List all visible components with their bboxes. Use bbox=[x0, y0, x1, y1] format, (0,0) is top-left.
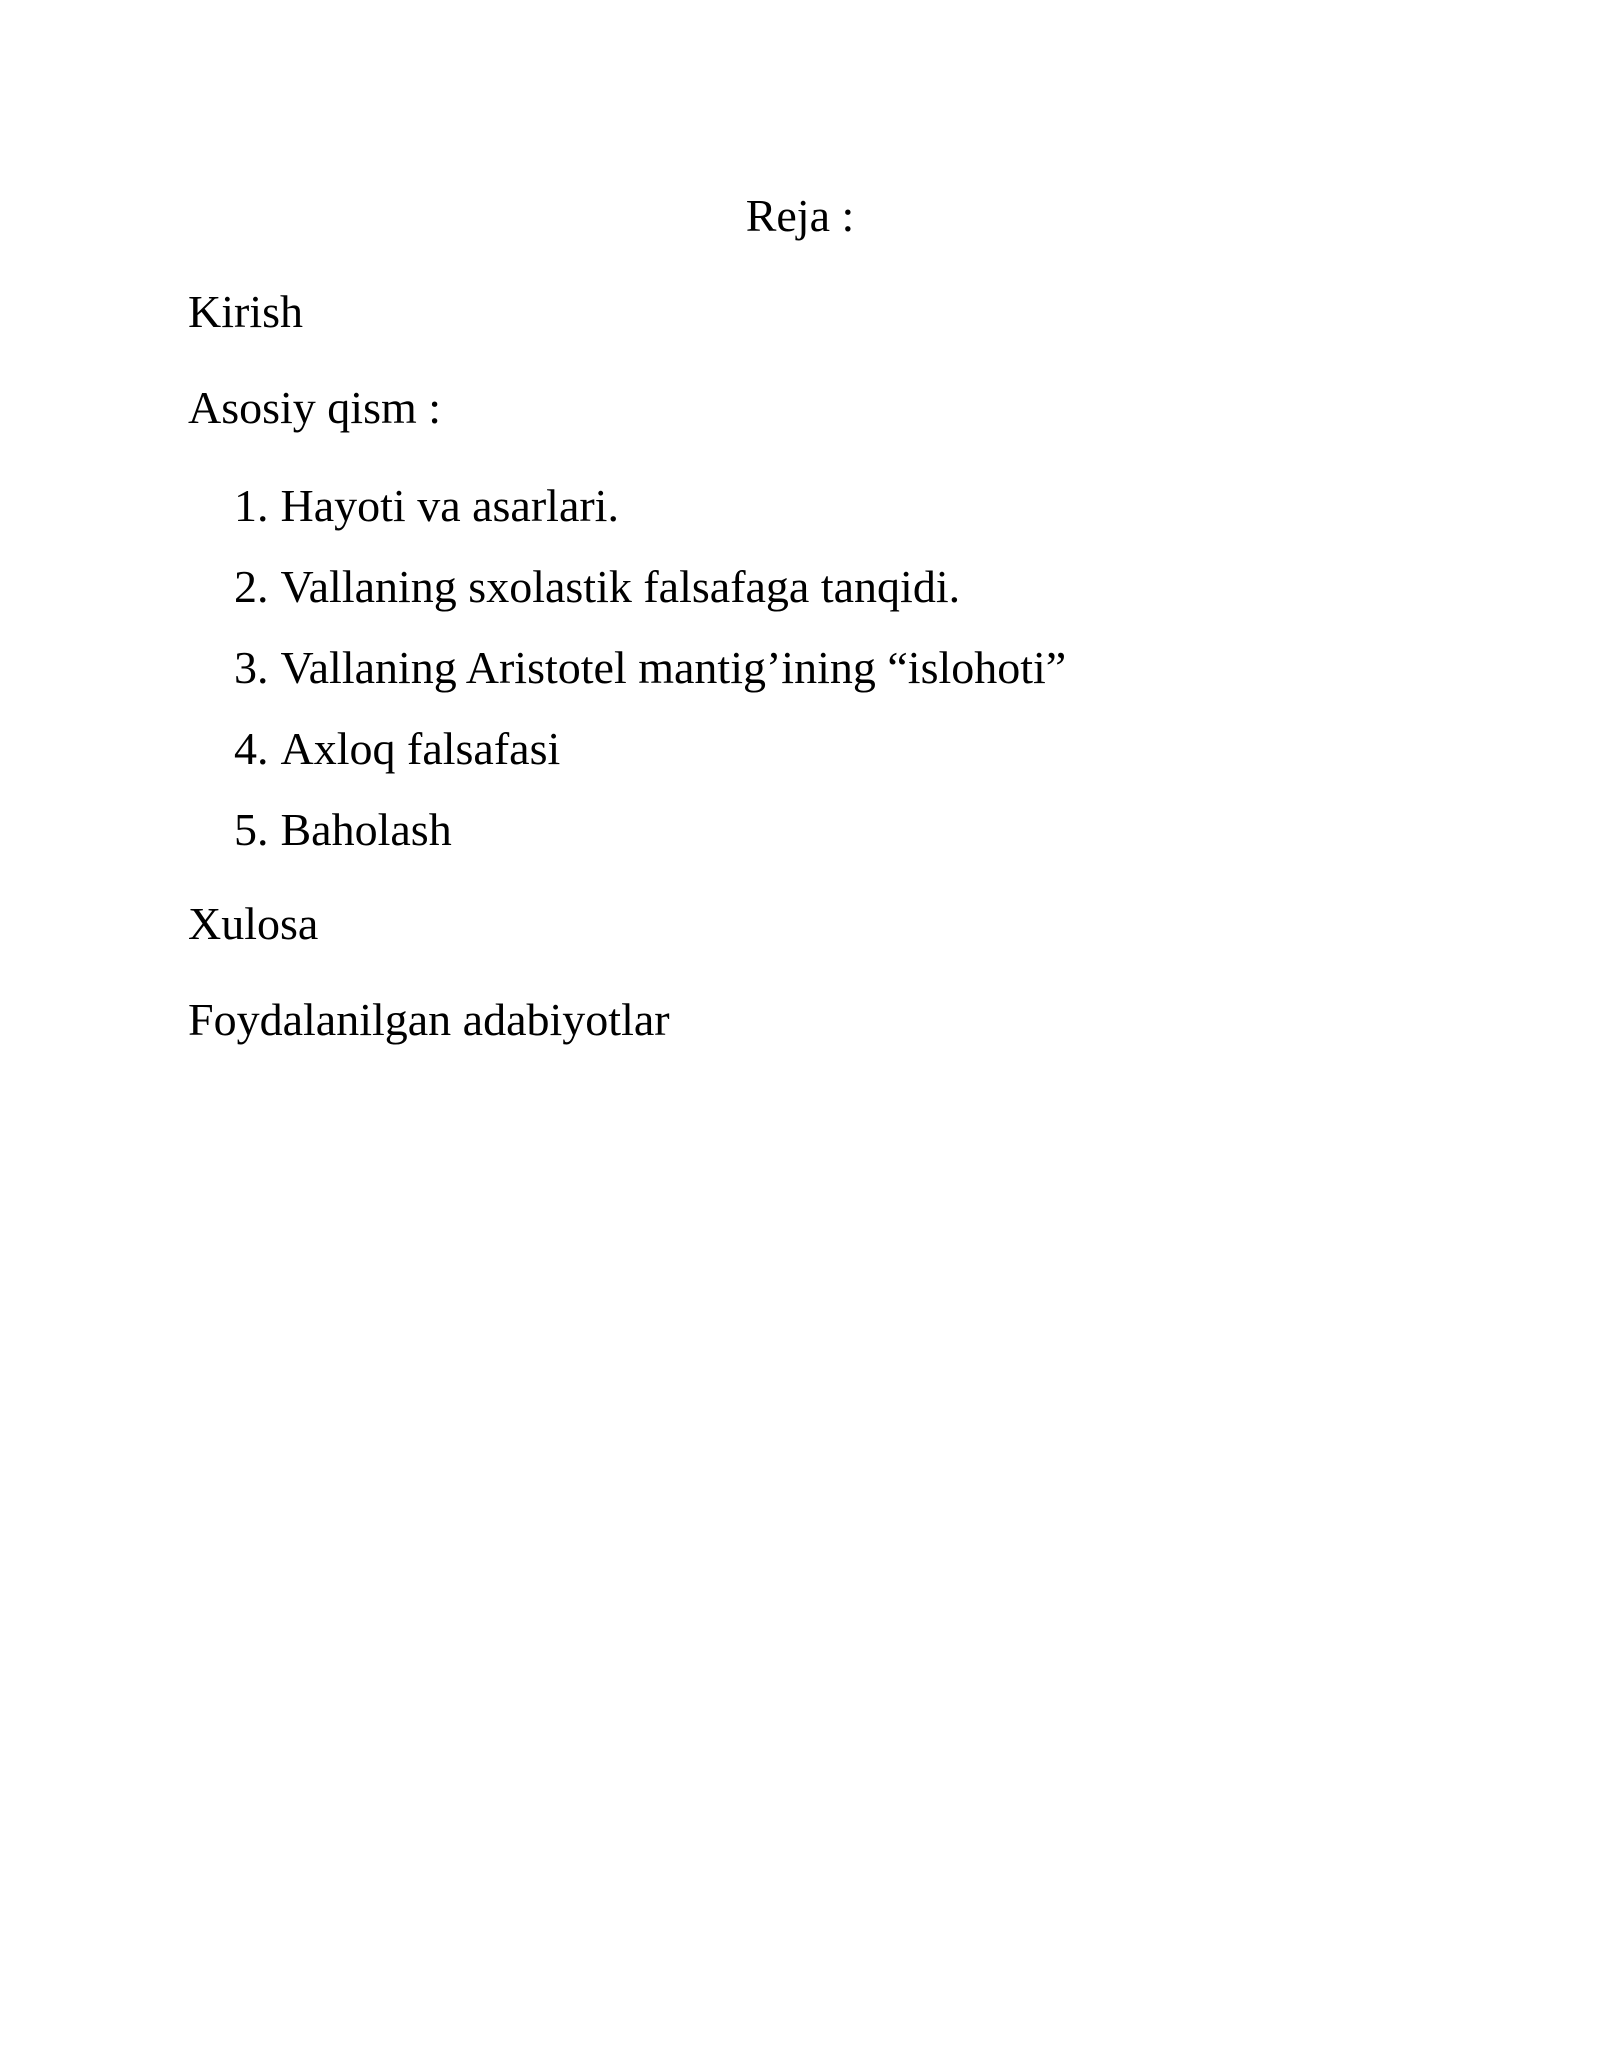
list-item-text: Vallaning Aristotel mantig’ining “islohoti” bbox=[280, 642, 1067, 693]
list-item-text: Baholash bbox=[280, 804, 452, 855]
list-item bbox=[234, 559, 1066, 640]
list-item-number: 5. bbox=[234, 804, 269, 855]
list-item-number: 1. bbox=[234, 480, 269, 531]
plan-title: Reja : bbox=[745, 190, 855, 241]
main-part-heading: Asosiy qism : bbox=[188, 382, 442, 433]
references-heading: Foydalanilgan adabiyotlar bbox=[188, 994, 670, 1045]
list-item bbox=[234, 802, 1066, 883]
plan-list bbox=[234, 478, 1066, 883]
list-item-text: Hayoti va asarlari. bbox=[280, 480, 619, 531]
list-item bbox=[234, 640, 1066, 721]
list-item bbox=[234, 478, 1066, 559]
list-item-number: 2. bbox=[234, 561, 269, 612]
conclusion-heading: Xulosa bbox=[188, 898, 319, 949]
list-item-text: Vallaning sxolastik falsafaga tanqidi. bbox=[280, 561, 961, 612]
intro-heading: Kirish bbox=[188, 286, 303, 337]
list-item-number: 3. bbox=[234, 642, 269, 693]
list-item-number: 4. bbox=[234, 723, 269, 774]
list-item bbox=[234, 721, 1066, 802]
list-item-text: Axloq falsafasi bbox=[280, 723, 561, 774]
